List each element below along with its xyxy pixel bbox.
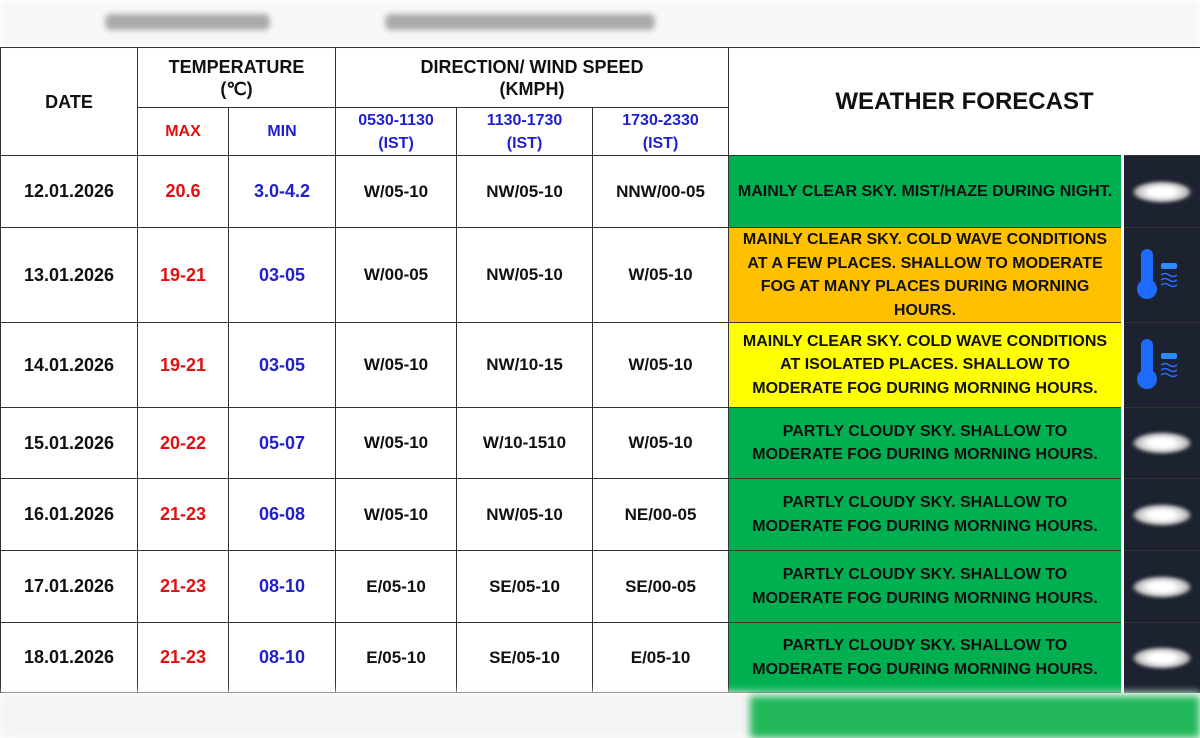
max-temp-cell: 21-23	[138, 551, 229, 623]
slot-header-2	[457, 108, 593, 156]
slot-time: 1730-2330	[622, 111, 699, 129]
forecast-row	[1, 228, 1200, 323]
wind-morning-cell: W/00-05	[336, 228, 457, 323]
wind-afternoon-cell: SE/05-10	[457, 551, 593, 623]
min-temp-cell: 08-10	[229, 551, 336, 623]
wind-afternoon-cell: NW/05-10	[457, 228, 593, 323]
wind-morning-cell: W/05-10	[336, 156, 457, 228]
wind-afternoon-cell: W/10-1510	[457, 408, 593, 479]
wind-label: DIRECTION/ WIND SPEED	[420, 56, 644, 77]
forecast-row	[1, 156, 1200, 228]
wind-evening-cell: NE/00-05	[593, 479, 729, 551]
wind-evening-cell: W/05-10	[593, 408, 729, 479]
min-temp-cell: 06-08	[229, 479, 336, 551]
cold-wave-thermometer-icon	[1123, 323, 1200, 408]
forecast-row	[1, 408, 1200, 479]
forecast-cell: MAINLY CLEAR SKY. MIST/HAZE DURING NIGHT.	[729, 156, 1123, 228]
wind-evening-cell: NNW/00-05	[593, 156, 729, 228]
max-temp-cell: 21-23	[138, 623, 229, 693]
min-temp-cell: 08-10	[229, 623, 336, 693]
min-header: MIN	[229, 108, 336, 156]
date-cell: 15.01.2026	[1, 408, 138, 479]
blurred-header-strip	[0, 0, 1200, 47]
wind-morning-cell: E/05-10	[336, 551, 457, 623]
temperature-header	[138, 48, 336, 108]
fog-cloud-icon	[1123, 623, 1200, 693]
date-cell: 16.01.2026	[1, 479, 138, 551]
slot-tz: (IST)	[506, 134, 543, 152]
date-cell: 14.01.2026	[1, 323, 138, 408]
date-cell: 18.01.2026	[1, 623, 138, 693]
forecast-row	[1, 551, 1200, 623]
forecast-cell: PARTLY CLOUDY SKY. SHALLOW TO MODERATE FOG DURING MORNING HOURS.	[729, 479, 1123, 551]
wind-morning-cell: W/05-10	[336, 408, 457, 479]
blurred-footer-strip	[0, 692, 1200, 738]
wind-evening-cell: W/05-10	[593, 228, 729, 323]
cold-wave-thermometer-icon	[1123, 228, 1200, 323]
slot-tz: (IST)	[378, 134, 414, 152]
wind-morning-cell: E/05-10	[336, 623, 457, 693]
forecast-cell: MAINLY CLEAR SKY. COLD WAVE CONDITIONS AT A FEW PLACES. SHALLOW TO MODERATE FOG AT MANY PLACES DURING MORNING HOURS.	[729, 228, 1123, 323]
forecast-cell: PARTLY CLOUDY SKY. SHALLOW TO MODERATE FOG DURING MORNING HOURS.	[729, 551, 1123, 623]
min-temp-cell: 3.0-4.2	[229, 156, 336, 228]
max-header: MAX	[138, 108, 229, 156]
slot-header-3	[593, 108, 729, 156]
max-temp-cell: 20-22	[138, 408, 229, 479]
date-cell: 12.01.2026	[1, 156, 138, 228]
min-temp-cell: 05-07	[229, 408, 336, 479]
wind-afternoon-cell: SE/05-10	[457, 623, 593, 693]
max-temp-cell: 19-21	[138, 323, 229, 408]
wind-evening-cell: E/05-10	[593, 623, 729, 693]
max-temp-cell: 20.6	[138, 156, 229, 228]
fog-cloud-icon	[1123, 408, 1200, 479]
wind-morning-cell: W/05-10	[336, 479, 457, 551]
slot-header-1	[336, 108, 457, 156]
slot-time: 1130-1730	[486, 111, 563, 129]
wind-header	[336, 48, 729, 108]
fog-cloud-icon	[1123, 479, 1200, 551]
max-temp-cell: 19-21	[138, 228, 229, 323]
forecast-cell: MAINLY CLEAR SKY. COLD WAVE CONDITIONS AT ISOLATED PLACES. SHALLOW TO MODERATE FOG DURING MORNING HOURS.	[729, 323, 1123, 408]
wind-afternoon-cell: NW/05-10	[457, 156, 593, 228]
date-cell: 13.01.2026	[1, 228, 138, 323]
wind-evening-cell: SE/00-05	[593, 551, 729, 623]
haze-icon	[1123, 156, 1200, 228]
date-header: DATE	[1, 48, 138, 156]
wind-evening-cell: W/05-10	[593, 323, 729, 408]
max-temp-cell: 21-23	[138, 479, 229, 551]
forecast-cell: PARTLY CLOUDY SKY. SHALLOW TO MODERATE FOG DURING MORNING HOURS.	[729, 408, 1123, 479]
wind-morning-cell: W/05-10	[336, 323, 457, 408]
wind-unit: (KMPH)	[499, 78, 565, 99]
slot-tz: (IST)	[642, 134, 679, 152]
forecast-row	[1, 323, 1200, 408]
wind-afternoon-cell: NW/05-10	[457, 479, 593, 551]
date-cell: 17.01.2026	[1, 551, 138, 623]
temperature-unit: (℃)	[220, 78, 253, 99]
temperature-label: TEMPERATURE	[168, 56, 305, 77]
wind-afternoon-cell: NW/10-15	[457, 323, 593, 408]
min-temp-cell: 03-05	[229, 228, 336, 323]
fog-cloud-icon	[1123, 551, 1200, 623]
weather-forecast-table	[0, 47, 1200, 693]
min-temp-cell: 03-05	[229, 323, 336, 408]
forecast-row	[1, 479, 1200, 551]
forecast-cell: PARTLY CLOUDY SKY. SHALLOW TO MODERATE FOG DURING MORNING HOURS.	[729, 623, 1123, 693]
forecast-header: WEATHER FORECAST	[729, 48, 1200, 156]
forecast-row	[1, 623, 1200, 693]
slot-time: 0530-1130	[358, 111, 434, 129]
